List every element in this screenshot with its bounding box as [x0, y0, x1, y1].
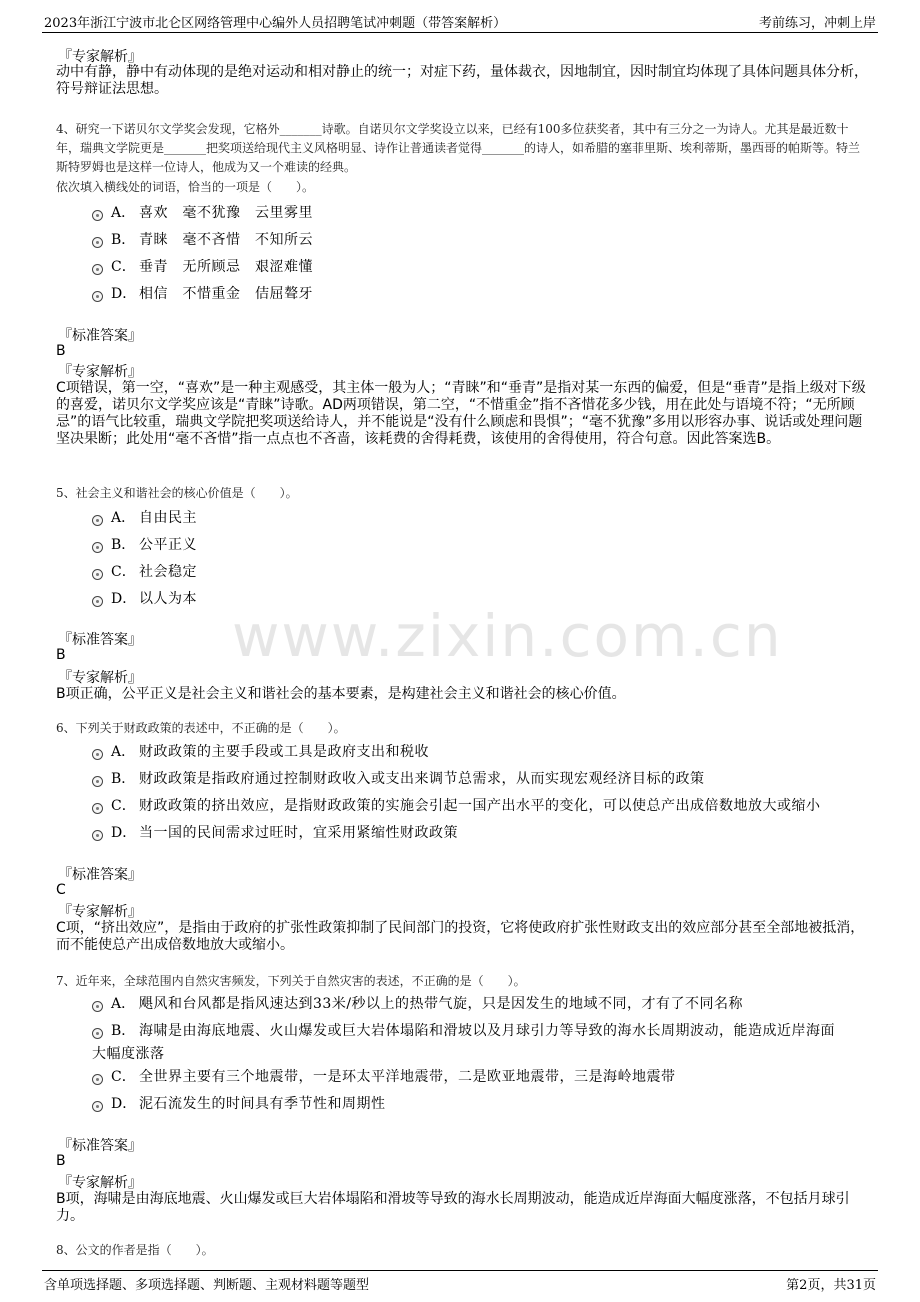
option-d[interactable]: D． 以人为本 — [92, 588, 197, 610]
option-d[interactable]: D． 泥石流发生的时间具有季节性和周期性 — [92, 1093, 386, 1115]
option-c[interactable]: C． 社会稳定 — [92, 561, 197, 583]
radio-button-icon[interactable] — [92, 264, 103, 275]
expert-analysis-label: 『专家解析』 — [58, 1175, 142, 1191]
expert-analysis-text: B项，海啸是由海底地震、火山爆发或巨大岩体塌陷和滑坡等导致的海水长周期波动，能造成近岸海面大幅度涨落，不包括月球引力。 — [56, 1191, 850, 1224]
document-title: 2023年浙江宁波市北仑区网络管理中心编外人员招聘笔试冲刺题（带答案解析） — [44, 16, 507, 31]
option-b[interactable]: B． 青睐 毫不吝惜 不知所云 — [92, 229, 313, 251]
expert-analysis-text: C项错误，第一空，“喜欢”是一种主观感受，其主体一般为人；“青睐”和“垂青”是指对某一东西的偏爱，但是“垂青”是指上级对下级的喜爱，诺贝尔文学奖应该是“青睐”诗歌。AD两项错误，第二空，“不惜重金”指不吝惜花多少钱，用在此处与语境不符；“无所顾忌”的语气比较重，瑞典文学院把奖项送给诗人，并不能说是“没有什么顾虑和畏惧”；“毫不犹豫”多用以形容办事、说话或处理问题坚决果断；此处用“毫不吝惜”指一点点也不吝啬，该耗费的舍得耗费，该使用的舍得使用，符合句意。因此答案选B。 — [56, 380, 866, 447]
option-d[interactable]: D． 相信 不惜重金 佶屈聱牙 — [92, 283, 313, 305]
standard-answer-label: 『标准答案』 — [58, 867, 142, 883]
option-a[interactable]: A． 飓风和台风都是指风速达到33米/秒以上的热带气旋，只是因发生的地域不同，才有了不同名称 — [92, 993, 743, 1015]
option-a[interactable]: A． 财政政策的主要手段或工具是政府支出和税收 — [92, 741, 429, 763]
radio-button-icon[interactable] — [92, 803, 103, 814]
expert-analysis-label: 『专家解析』 — [58, 49, 142, 65]
option-c[interactable]: C． 全世界主要有三个地震带，一是环太平洋地震带，二是欧亚地震带，三是海岭地震带 — [92, 1066, 676, 1088]
radio-button-icon[interactable] — [92, 749, 103, 760]
standard-answer-value: B — [56, 647, 66, 663]
option-c[interactable]: C． 财政政策的挤出效应，是指财政政策的实施会引起一国产出水平的变化，可以使总产出成倍数地放大或缩小 — [92, 795, 821, 817]
standard-answer-label: 『标准答案』 — [58, 632, 142, 648]
header-slogan: 考前练习，冲刺上岸 — [758, 16, 876, 31]
expert-analysis-text: 动中有静，静中有动体现的是绝对运动和相对静止的统一；对症下药，量体裁衣，因地制宜，因时制宜均体现了具体问题具体分析，符号辩证法思想。 — [56, 64, 868, 97]
option-a[interactable]: A． 自由民主 — [92, 507, 197, 529]
page-number: 第2页，共31页 — [786, 1278, 876, 1293]
option-b[interactable]: B． 财政政策是指政府通过控制财政收入或支出来调节总需求，从而实现宏观经济目标的政策 — [92, 768, 705, 790]
radio-button-icon[interactable] — [92, 1028, 103, 1039]
radio-button-icon[interactable] — [92, 1001, 103, 1012]
option-b[interactable]: B． 海啸是由海底地震、火山爆发或巨大岩体塌陷和滑坡以及月球引力等导致的海水长周期波动，能造成近岸海面 — [92, 1020, 835, 1042]
radio-button-icon[interactable] — [92, 569, 103, 580]
radio-button-icon[interactable] — [92, 542, 103, 553]
option-c[interactable]: C． 垂青 无所顾忌 艰涩难懂 — [92, 256, 313, 278]
watermark: www.zixin.com.cn — [232, 602, 783, 670]
radio-button-icon[interactable] — [92, 210, 103, 221]
expert-analysis-text: C项，“挤出效应”，是指由于政府的扩张性政策抑制了民间部门的投资，它将使政府扩张性财政支出的效应部分甚至全部地被抵消，而不能使总产出成倍数地放大或缩小。 — [56, 920, 865, 953]
question-stem: 4、研究一下诺贝尔文学奖会发现，它格外_______诗歌。自诺贝尔文学奖设立以来，已经有100多位获奖者，其中有三分之一为诗人。尤其是最近数十年，瑞典文学院更是_______把奖项送给现代主义风格明显、诗作让普通读者觉得_______的诗人，如希腊的塞菲里斯、埃利蒂斯，墨西哥的帕斯等。特兰斯特罗姆也是这样一位诗人，他成为又一个难读的经典。 — [56, 122, 861, 174]
question-prompt: 依次填入横线处的词语，恰当的一项是（ ）。 — [56, 180, 315, 194]
question-stem: 7、近年来，全球范围内自然灾害频发，下列关于自然灾害的表述，不正确的是（ ）。 — [56, 974, 526, 988]
radio-button-icon[interactable] — [92, 237, 103, 248]
radio-button-icon[interactable] — [92, 830, 103, 841]
option-a[interactable]: A． 喜欢 毫不犹豫 云里雾里 — [92, 202, 313, 224]
radio-button-icon[interactable] — [92, 596, 103, 607]
radio-button-icon[interactable] — [92, 1074, 103, 1085]
standard-answer-label: 『标准答案』 — [58, 1138, 142, 1154]
expert-analysis-label: 『专家解析』 — [58, 904, 142, 920]
standard-answer-value: B — [56, 343, 66, 359]
radio-button-icon[interactable] — [92, 515, 103, 526]
standard-answer-label: 『标准答案』 — [58, 328, 142, 344]
page-footer — [42, 1270, 878, 1293]
expert-analysis-label: 『专家解析』 — [58, 364, 142, 380]
question-stem: 8、公文的作者是指（ ）。 — [56, 1243, 214, 1257]
expert-analysis-text: B项正确，公平正义是社会主义和谐社会的基本要素，是构建社会主义和谐社会的核心价值。 — [56, 686, 626, 702]
radio-button-icon[interactable] — [92, 291, 103, 302]
standard-answer-value: B — [56, 1153, 66, 1169]
page-header — [42, 10, 878, 33]
radio-button-icon[interactable] — [92, 1101, 103, 1112]
question-stem: 6、下列关于财政政策的表述中，不正确的是（ ）。 — [56, 721, 346, 735]
standard-answer-value: C — [56, 882, 66, 898]
radio-button-icon[interactable] — [92, 776, 103, 787]
option-b-continued: 大幅度涨落 — [92, 1046, 165, 1062]
question-stem: 5、社会主义和谐社会的核心价值是（ ）。 — [56, 486, 298, 500]
option-d[interactable]: D． 当一国的民间需求过旺时，宜采用紧缩性财政政策 — [92, 822, 458, 844]
expert-analysis-label: 『专家解析』 — [58, 670, 142, 686]
question-types-note: 含单项选择题、多项选择题、判断题、主观材料题等题型 — [44, 1278, 370, 1293]
option-b[interactable]: B． 公平正义 — [92, 534, 197, 556]
